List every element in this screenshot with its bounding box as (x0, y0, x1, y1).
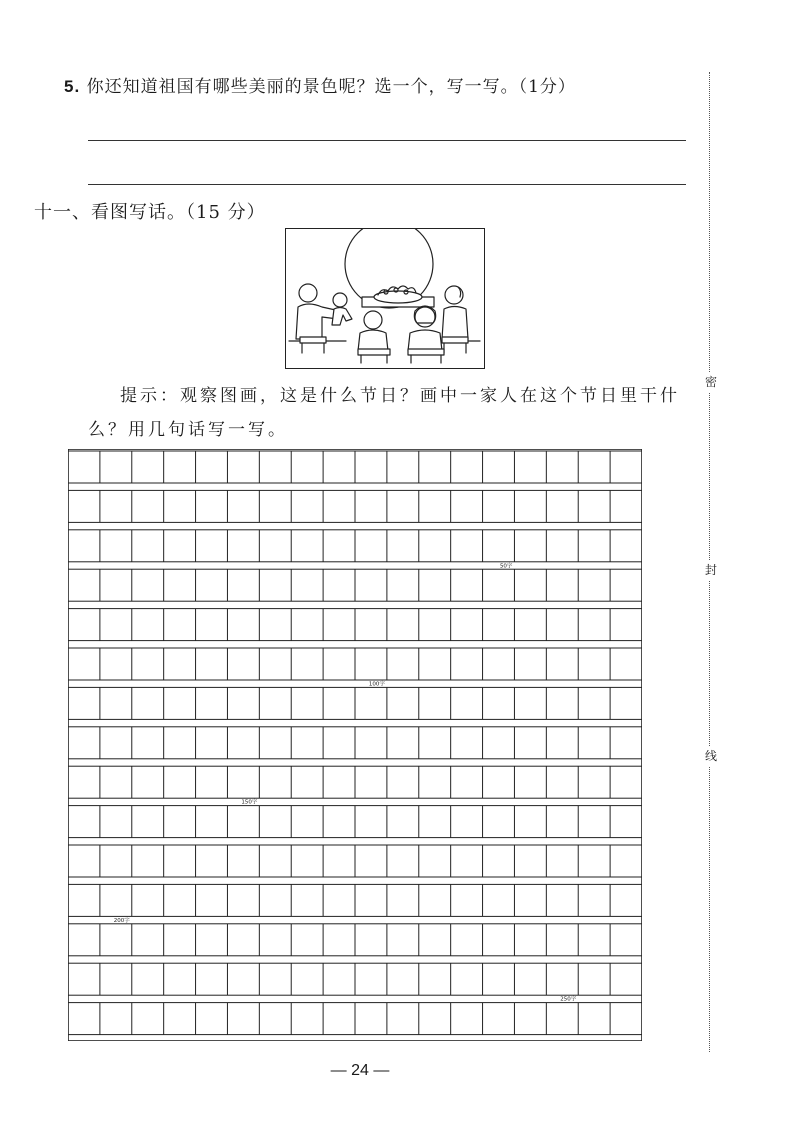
answer-line-1[interactable] (88, 140, 686, 141)
grid-row (68, 727, 642, 759)
section-11-title: 十一、看图写话。（15 分） (34, 202, 266, 223)
question-5 (64, 72, 576, 97)
writing-grid[interactable] (68, 449, 642, 1041)
question-5-number: 5. (64, 77, 81, 96)
grid-count-marker: 250字 (560, 996, 577, 1003)
answer-line-2[interactable] (88, 184, 686, 185)
grid-row (68, 806, 642, 838)
seal-char-xian: 线 (703, 746, 719, 766)
seal-char-mi: 密 (703, 372, 719, 392)
grid-markers (114, 561, 577, 1002)
grid-row (68, 963, 642, 995)
seal-char-feng: 封 (703, 560, 719, 580)
grid-row (68, 924, 642, 956)
family-dinner-icon (286, 229, 483, 367)
grid-cells (68, 451, 642, 1035)
grid-count-marker: 200字 (113, 917, 130, 924)
grid-row (68, 451, 642, 483)
grid-count-marker: 100字 (368, 681, 385, 688)
grid-row (68, 687, 642, 719)
grid-row (68, 766, 642, 798)
grid-row (68, 609, 642, 641)
grid-row (68, 530, 642, 562)
grid-row (68, 569, 642, 601)
hint-line-1: 提示：观察图画，这是什么节日？画中一家人在这个节日里干什 (120, 386, 680, 406)
mid-autumn-illustration (285, 228, 485, 369)
grid-count-marker: 150字 (241, 799, 258, 806)
grid-row (68, 884, 642, 916)
grid-row (68, 648, 642, 680)
grid-row (68, 845, 642, 877)
page-number: — 24 — (330, 1062, 390, 1079)
grid-count-marker: 50字 (499, 563, 513, 570)
hint-line-2: 么？用几句话写一写。 (88, 420, 288, 440)
question-5-text: 你还知道祖国有哪些美丽的景色呢？选一个，写一写。（1分） (86, 77, 576, 97)
grid-row (68, 490, 642, 522)
grid-row (68, 1003, 642, 1035)
